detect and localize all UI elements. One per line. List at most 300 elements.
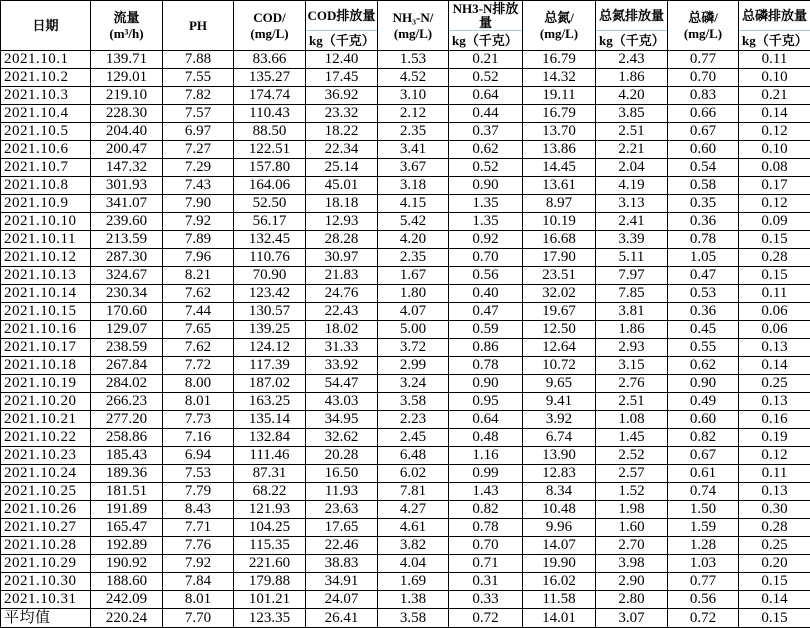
value-cell: 22.34 [306, 141, 378, 159]
value-cell: 122.51 [234, 141, 306, 159]
value-cell: 0.10 [739, 141, 810, 159]
value-cell: 11.58 [523, 591, 596, 609]
table-row [1, 267, 810, 285]
value-cell: 0.12 [739, 123, 810, 141]
value-cell: 6.02 [378, 465, 449, 483]
value-cell: 38.83 [306, 555, 378, 573]
value-cell: 34.91 [306, 573, 378, 591]
value-cell: 2.12 [378, 105, 449, 123]
value-cell: 0.08 [739, 159, 810, 177]
table-row [1, 69, 810, 87]
value-cell: 132.45 [234, 231, 306, 249]
value-cell: 2.21 [596, 141, 668, 159]
value-cell: 0.06 [739, 321, 810, 339]
value-cell: 1.35 [449, 195, 523, 213]
column-unit: (mg/L) [540, 26, 578, 42]
value-cell: 5.11 [596, 249, 668, 267]
value-cell: 1.08 [596, 411, 668, 429]
value-cell: 2.35 [378, 249, 449, 267]
value-cell: 129.01 [91, 69, 163, 87]
value-cell: 2.35 [378, 123, 449, 141]
value-cell: 0.52 [449, 69, 523, 87]
value-cell: 0.83 [668, 87, 739, 105]
value-cell: 0.56 [668, 591, 739, 609]
value-cell: 179.88 [234, 573, 306, 591]
value-cell: 0.64 [449, 87, 523, 105]
value-cell: 3.07 [596, 609, 668, 628]
date-cell: 2021.10.9 [1, 195, 91, 213]
value-cell: 0.11 [739, 51, 810, 69]
value-cell: 36.92 [306, 87, 378, 105]
value-cell: 7.70 [163, 609, 234, 628]
table-row [1, 249, 810, 267]
value-cell: 0.64 [449, 411, 523, 429]
value-cell: 0.82 [449, 501, 523, 519]
value-cell: 239.60 [91, 213, 163, 231]
value-cell: 25.14 [306, 159, 378, 177]
value-cell: 30.97 [306, 249, 378, 267]
column-header-tn [523, 1, 596, 51]
column-header-tp-discharge [739, 1, 810, 51]
value-cell: 3.41 [378, 141, 449, 159]
value-cell: 181.51 [91, 483, 163, 501]
value-cell: 1.53 [378, 51, 449, 69]
table-row [1, 555, 810, 573]
table-row [1, 141, 810, 159]
value-cell: 0.37 [449, 123, 523, 141]
table-row [1, 339, 810, 357]
value-cell: 7.72 [163, 357, 234, 375]
value-cell: 7.90 [163, 195, 234, 213]
column-header-cod [234, 1, 306, 51]
date-cell: 2021.10.16 [1, 321, 91, 339]
value-cell: 1.52 [596, 483, 668, 501]
value-cell: 324.67 [91, 267, 163, 285]
value-cell: 10.48 [523, 501, 596, 519]
value-cell: 7.62 [163, 285, 234, 303]
value-cell: 189.36 [91, 465, 163, 483]
value-cell: 0.47 [449, 303, 523, 321]
date-cell: 2021.10.7 [1, 159, 91, 177]
value-cell: 9.65 [523, 375, 596, 393]
value-cell: 121.93 [234, 501, 306, 519]
value-cell: 1.45 [596, 429, 668, 447]
date-cell: 2021.10.8 [1, 177, 91, 195]
value-cell: 2.43 [596, 51, 668, 69]
value-cell: 0.61 [668, 465, 739, 483]
table-row [1, 501, 810, 519]
column-title: 总磷排放量 [739, 1, 810, 30]
value-cell: 101.21 [234, 591, 306, 609]
value-cell: 18.18 [306, 195, 378, 213]
column-header-date [1, 1, 91, 51]
column-header-flow [91, 1, 163, 51]
value-cell: 0.72 [449, 609, 523, 628]
value-cell: 0.56 [449, 267, 523, 285]
value-cell: 2.70 [596, 537, 668, 555]
date-cell: 2021.10.2 [1, 69, 91, 87]
value-cell: 2.52 [596, 447, 668, 465]
column-header-tp [668, 1, 739, 51]
value-cell: 19.11 [523, 87, 596, 105]
value-cell: 8.21 [163, 267, 234, 285]
value-cell: 6.74 [523, 429, 596, 447]
date-cell: 2021.10.30 [1, 573, 91, 591]
value-cell: 7.85 [596, 285, 668, 303]
table-row [1, 519, 810, 537]
value-cell: 0.06 [739, 303, 810, 321]
value-cell: 228.30 [91, 105, 163, 123]
value-cell: 188.60 [91, 573, 163, 591]
value-cell: 4.15 [378, 195, 449, 213]
value-cell: 221.60 [234, 555, 306, 573]
table-row [1, 591, 810, 609]
value-cell: 12.93 [306, 213, 378, 231]
value-cell: 0.90 [449, 177, 523, 195]
column-title: NH3-N排放量 [449, 1, 522, 30]
value-cell: 4.07 [378, 303, 449, 321]
header-row [1, 1, 810, 51]
value-cell: 0.70 [449, 537, 523, 555]
table-row [1, 177, 810, 195]
value-cell: 230.34 [91, 285, 163, 303]
value-cell: 6.97 [163, 123, 234, 141]
value-cell: 3.58 [378, 609, 449, 628]
table-row [1, 303, 810, 321]
value-cell: 123.42 [234, 285, 306, 303]
value-cell: 1.60 [596, 519, 668, 537]
table-row [1, 465, 810, 483]
value-cell: 3.82 [378, 537, 449, 555]
value-cell: 0.92 [449, 231, 523, 249]
value-cell: 20.28 [306, 447, 378, 465]
value-cell: 22.46 [306, 537, 378, 555]
value-cell: 0.70 [668, 69, 739, 87]
value-cell: 33.92 [306, 357, 378, 375]
value-cell: 56.17 [234, 213, 306, 231]
value-cell: 0.13 [739, 393, 810, 411]
date-cell: 2021.10.11 [1, 231, 91, 249]
value-cell: 13.86 [523, 141, 596, 159]
date-cell: 2021.10.15 [1, 303, 91, 321]
date-cell: 2021.10.27 [1, 519, 91, 537]
date-cell: 2021.10.14 [1, 285, 91, 303]
value-cell: 0.62 [449, 141, 523, 159]
value-cell: 341.07 [91, 195, 163, 213]
value-cell: 0.12 [739, 447, 810, 465]
value-cell: 3.67 [378, 159, 449, 177]
value-cell: 0.71 [449, 555, 523, 573]
value-cell: 0.16 [739, 411, 810, 429]
value-cell: 1.69 [378, 573, 449, 591]
column-title: COD/ [253, 10, 286, 26]
value-cell: 2.23 [378, 411, 449, 429]
value-cell: 9.41 [523, 393, 596, 411]
value-cell: 12.40 [306, 51, 378, 69]
value-cell: 187.02 [234, 375, 306, 393]
value-cell: 21.83 [306, 267, 378, 285]
value-cell: 8.34 [523, 483, 596, 501]
value-cell: 129.07 [91, 321, 163, 339]
value-cell: 0.13 [739, 339, 810, 357]
value-cell: 213.59 [91, 231, 163, 249]
value-cell: 52.50 [234, 195, 306, 213]
value-cell: 192.89 [91, 537, 163, 555]
value-cell: 7.53 [163, 465, 234, 483]
value-cell: 8.43 [163, 501, 234, 519]
value-cell: 174.74 [234, 87, 306, 105]
value-cell: 1.80 [378, 285, 449, 303]
value-cell: 139.25 [234, 321, 306, 339]
value-cell: 1.43 [449, 483, 523, 501]
value-cell: 4.27 [378, 501, 449, 519]
table-row [1, 447, 810, 465]
value-cell: 23.63 [306, 501, 378, 519]
value-cell: 4.20 [378, 231, 449, 249]
value-cell: 220.24 [91, 609, 163, 628]
value-cell: 165.47 [91, 519, 163, 537]
value-cell: 7.71 [163, 519, 234, 537]
value-cell: 8.01 [163, 393, 234, 411]
value-cell: 3.81 [596, 303, 668, 321]
value-cell: 12.64 [523, 339, 596, 357]
value-cell: 1.38 [378, 591, 449, 609]
value-cell: 0.78 [449, 519, 523, 537]
column-unit: (mg/L) [250, 26, 288, 42]
value-cell: 301.93 [91, 177, 163, 195]
date-cell: 2021.10.17 [1, 339, 91, 357]
value-cell: 0.17 [739, 177, 810, 195]
value-cell: 0.36 [668, 303, 739, 321]
table-row [1, 51, 810, 69]
value-cell: 7.57 [163, 105, 234, 123]
average-label: 平均值 [1, 609, 91, 628]
date-cell: 2021.10.1 [1, 51, 91, 69]
value-cell: 70.90 [234, 267, 306, 285]
value-cell: 2.76 [596, 375, 668, 393]
table-row [1, 105, 810, 123]
value-cell: 204.40 [91, 123, 163, 141]
value-cell: 0.14 [739, 357, 810, 375]
column-title: NH₃-N/ [393, 10, 434, 26]
value-cell: 147.32 [91, 159, 163, 177]
value-cell: 7.76 [163, 537, 234, 555]
value-cell: 19.67 [523, 303, 596, 321]
table-row [1, 195, 810, 213]
value-cell: 266.23 [91, 393, 163, 411]
date-cell: 2021.10.13 [1, 267, 91, 285]
value-cell: 8.01 [163, 591, 234, 609]
value-cell: 7.81 [378, 483, 449, 501]
value-cell: 14.32 [523, 69, 596, 87]
value-cell: 111.46 [234, 447, 306, 465]
value-cell: 16.68 [523, 231, 596, 249]
value-cell: 11.93 [306, 483, 378, 501]
value-cell: 34.95 [306, 411, 378, 429]
value-cell: 0.67 [668, 447, 739, 465]
value-cell: 3.98 [596, 555, 668, 573]
value-cell: 0.99 [449, 465, 523, 483]
value-cell: 3.85 [596, 105, 668, 123]
value-cell: 68.22 [234, 483, 306, 501]
value-cell: 0.25 [739, 375, 810, 393]
value-cell: 0.49 [668, 393, 739, 411]
value-cell: 1.67 [378, 267, 449, 285]
value-cell: 13.61 [523, 177, 596, 195]
value-cell: 0.09 [739, 213, 810, 231]
value-cell: 2.93 [596, 339, 668, 357]
value-cell: 117.39 [234, 357, 306, 375]
value-cell: 22.43 [306, 303, 378, 321]
value-cell: 0.14 [739, 105, 810, 123]
value-cell: 0.15 [739, 609, 810, 628]
value-cell: 7.27 [163, 141, 234, 159]
value-cell: 0.47 [668, 267, 739, 285]
value-cell: 104.25 [234, 519, 306, 537]
value-cell: 0.11 [739, 285, 810, 303]
value-cell: 2.45 [378, 429, 449, 447]
value-cell: 23.51 [523, 267, 596, 285]
column-header-nh3n [378, 1, 449, 51]
value-cell: 5.00 [378, 321, 449, 339]
column-title: PH [189, 18, 207, 34]
value-cell: 5.42 [378, 213, 449, 231]
value-cell: 0.82 [668, 429, 739, 447]
value-cell: 3.92 [523, 411, 596, 429]
value-cell: 0.19 [739, 429, 810, 447]
table-row [1, 123, 810, 141]
value-cell: 130.57 [234, 303, 306, 321]
column-unit: (mg/L) [394, 26, 432, 42]
value-cell: 4.04 [378, 555, 449, 573]
value-cell: 4.61 [378, 519, 449, 537]
column-unit: kg（千克） [739, 30, 810, 50]
column-title: 总氮排放量 [596, 1, 667, 30]
value-cell: 13.70 [523, 123, 596, 141]
date-cell: 2021.10.19 [1, 375, 91, 393]
table-row [1, 159, 810, 177]
value-cell: 43.03 [306, 393, 378, 411]
value-cell: 0.86 [449, 339, 523, 357]
value-cell: 0.95 [449, 393, 523, 411]
value-cell: 3.72 [378, 339, 449, 357]
value-cell: 7.44 [163, 303, 234, 321]
value-cell: 0.21 [449, 51, 523, 69]
value-cell: 3.13 [596, 195, 668, 213]
table-row [1, 375, 810, 393]
value-cell: 6.48 [378, 447, 449, 465]
value-cell: 14.07 [523, 537, 596, 555]
value-cell: 7.55 [163, 69, 234, 87]
column-unit: kg（千克） [596, 30, 667, 50]
value-cell: 88.50 [234, 123, 306, 141]
value-cell: 200.47 [91, 141, 163, 159]
table-row [1, 87, 810, 105]
value-cell: 7.73 [163, 411, 234, 429]
value-cell: 28.28 [306, 231, 378, 249]
value-cell: 219.10 [91, 87, 163, 105]
value-cell: 0.35 [668, 195, 739, 213]
value-cell: 0.74 [668, 483, 739, 501]
value-cell: 0.36 [668, 213, 739, 231]
value-cell: 0.78 [668, 231, 739, 249]
value-cell: 17.45 [306, 69, 378, 87]
value-cell: 0.60 [668, 411, 739, 429]
date-cell: 2021.10.12 [1, 249, 91, 267]
value-cell: 18.02 [306, 321, 378, 339]
column-title: 流量 [113, 10, 139, 26]
value-cell: 0.25 [739, 537, 810, 555]
value-cell: 0.70 [449, 249, 523, 267]
value-cell: 0.20 [739, 555, 810, 573]
table-row [1, 357, 810, 375]
value-cell: 7.16 [163, 429, 234, 447]
value-cell: 10.72 [523, 357, 596, 375]
value-cell: 2.80 [596, 591, 668, 609]
value-cell: 1.28 [668, 537, 739, 555]
value-cell: 17.65 [306, 519, 378, 537]
date-cell: 2021.10.31 [1, 591, 91, 609]
value-cell: 0.48 [449, 429, 523, 447]
value-cell: 13.90 [523, 447, 596, 465]
value-cell: 7.84 [163, 573, 234, 591]
value-cell: 14.45 [523, 159, 596, 177]
value-cell: 0.21 [739, 87, 810, 105]
value-cell: 0.10 [739, 69, 810, 87]
value-cell: 12.83 [523, 465, 596, 483]
value-cell: 17.90 [523, 249, 596, 267]
table-row [1, 573, 810, 591]
value-cell: 7.92 [163, 555, 234, 573]
value-cell: 4.19 [596, 177, 668, 195]
value-cell: 2.51 [596, 393, 668, 411]
column-header-ph [163, 1, 234, 51]
value-cell: 8.97 [523, 195, 596, 213]
value-cell: 0.13 [739, 483, 810, 501]
value-cell: 0.90 [668, 375, 739, 393]
value-cell: 7.62 [163, 339, 234, 357]
value-cell: 16.02 [523, 573, 596, 591]
table-row [1, 411, 810, 429]
value-cell: 110.43 [234, 105, 306, 123]
date-cell: 2021.10.22 [1, 429, 91, 447]
value-cell: 1.98 [596, 501, 668, 519]
value-cell: 1.86 [596, 321, 668, 339]
value-cell: 7.29 [163, 159, 234, 177]
value-cell: 258.86 [91, 429, 163, 447]
value-cell: 0.62 [668, 357, 739, 375]
value-cell: 0.11 [739, 465, 810, 483]
table-row [1, 483, 810, 501]
column-title: 总氮/ [544, 10, 574, 26]
value-cell: 110.76 [234, 249, 306, 267]
value-cell: 132.84 [234, 429, 306, 447]
table-header [1, 1, 810, 51]
value-cell: 7.88 [163, 51, 234, 69]
value-cell: 16.79 [523, 105, 596, 123]
value-cell: 0.60 [668, 141, 739, 159]
column-header-nh3n-discharge [449, 1, 523, 51]
value-cell: 0.28 [739, 249, 810, 267]
value-cell: 284.02 [91, 375, 163, 393]
value-cell: 54.47 [306, 375, 378, 393]
value-cell: 24.07 [306, 591, 378, 609]
date-cell: 2021.10.28 [1, 537, 91, 555]
column-header-tn-discharge [596, 1, 668, 51]
value-cell: 157.80 [234, 159, 306, 177]
value-cell: 135.14 [234, 411, 306, 429]
column-title: 总磷/ [688, 10, 718, 26]
